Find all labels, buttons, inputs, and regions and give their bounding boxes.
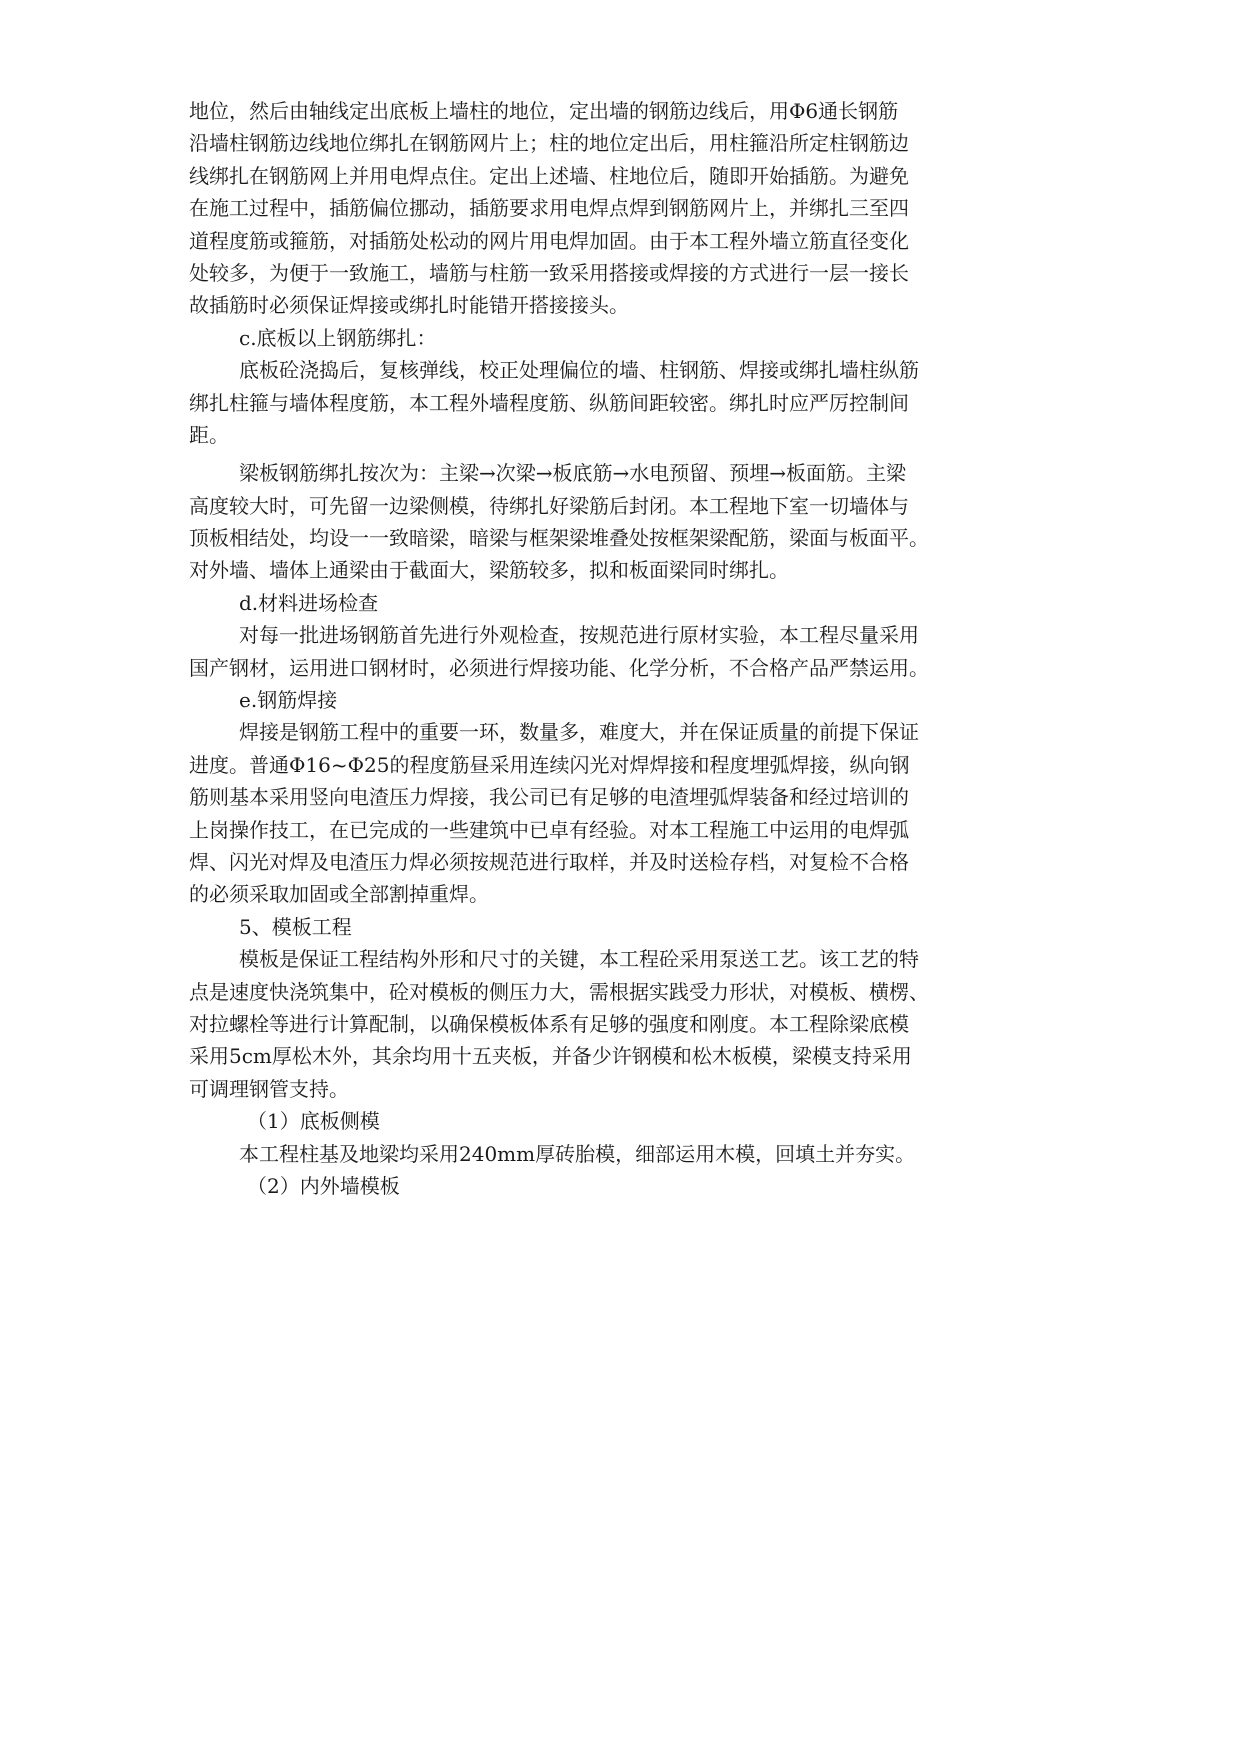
text-line: 对外墙、墙体上通梁由于截面大，梁筋较多，拟和板面梁同时绑扎。	[189, 558, 789, 583]
text-line: 采用5cm厚松木外，其余均用十五夹板，并备少许钢模和松木板模，梁模支持采用	[189, 1044, 912, 1069]
text-line: 本工程柱基及地梁均采用240mm厚砖胎模，细部运用木模，回填土并夯实。	[239, 1141, 916, 1166]
text-line: 模板是保证工程结构外形和尺寸的关键，本工程砼采用泵送工艺。该工艺的特	[239, 947, 919, 972]
section-heading: d.材料进场检查	[239, 590, 379, 615]
text-line: 道程度筋或箍筋，对插筋处松动的网片用电焊加固。由于本工程外墙立筋直径变化	[189, 228, 909, 253]
text-line: 焊、闪光对焊及电渣压力焊必须按规范进行取样，并及时送检存档，对复检不合格	[189, 849, 909, 874]
text-line: 筋则基本采用竖向电渣压力焊接，我公司已有足够的电渣埋弧焊装备和经过培训的	[189, 785, 909, 810]
text-line: 焊接是钢筋工程中的重要一环，数量多，难度大，并在保证质量的前提下保证	[239, 720, 919, 745]
text-line: 对每一批进场钢筋首先进行外观检查，按规范进行原材实验，本工程尽量采用	[239, 623, 919, 648]
text-line: 处较多，为便于一致施工，墙筋与柱筋一致采用搭接或焊接的方式进行一层一接长	[189, 260, 909, 285]
text-line: 的必须采取加固或全部割掉重焊。	[189, 882, 489, 907]
text-line: 距。	[189, 422, 229, 447]
text-line: 故插筋时必须保证焊接或绑扎时能错开搭接接头。	[189, 293, 629, 318]
text-line: 地位，然后由轴线定出底板上墙柱的地位，定出墙的钢筋边线后，用Φ6通长钢筋	[189, 99, 899, 123]
text-line: 底板砼浇捣后，复核弹线，校正处理偏位的墙、柱钢筋、焊接或绑扎墙柱纵筋	[239, 358, 919, 383]
text-line: 在施工过程中，插筋偏位挪动，插筋要求用电焊点焊到钢筋网片上，并绑扎三至四	[189, 196, 909, 221]
document-body	[189, 95, 1069, 1202]
text-line: 梁板钢筋绑扎按次为：主梁→次梁→板底筋→水电预留、预埋→板面筋。主梁	[239, 461, 907, 486]
text-line: 线绑扎在钢筋网上并用电焊点住。定出上述墙、柱地位后，随即开始插筋。为避免	[189, 163, 909, 188]
text-line: 顶板相结处，均设一一致暗梁，暗梁与框架梁堆叠处按框架梁配筋，梁面与板面平。	[189, 526, 929, 551]
text-line: 可调理钢管支持。	[189, 1076, 349, 1101]
subsection-heading: （2）内外墙模板	[247, 1173, 400, 1198]
subsection-heading: （1）底板侧模	[247, 1109, 380, 1134]
text-line: 高度较大时，可先留一边梁侧模，待绑扎好梁筋后封闭。本工程地下室一切墙体与	[189, 493, 909, 518]
section-heading: 5、模板工程	[239, 914, 352, 939]
text-line: 沿墙柱钢筋边线地位绑扎在钢筋网片上；柱的地位定出后，用柱箍沿所定柱钢筋边	[189, 131, 909, 156]
text-line: 绑扎柱箍与墙体程度筋，本工程外墙程度筋、纵筋间距较密。绑扎时应严厉控制间	[189, 390, 909, 415]
text-line: 点是速度快浇筑集中，砼对模板的侧压力大，需根据实践受力形状，对模板、横楞、	[189, 979, 929, 1004]
text-line: 对拉螺栓等进行计算配制，以确保模板体系有足够的强度和刚度。本工程除梁底模	[189, 1011, 909, 1036]
text-line: 上岗操作技工，在已完成的一些建筑中已卓有经验。对本工程施工中运用的电焊弧	[189, 817, 909, 842]
text-line: 进度。普通Φ16~Φ25的程度筋昼采用连续闪光对焊焊接和程度埋弧焊接，纵向钢	[189, 752, 910, 777]
section-heading: c.底板以上钢筋绑扎：	[239, 325, 437, 350]
section-heading: e.钢筋焊接	[239, 688, 338, 713]
text-line: 国产钢材，运用进口钢材时，必须进行焊接功能、化学分析，不合格产品严禁运用。	[189, 655, 929, 680]
